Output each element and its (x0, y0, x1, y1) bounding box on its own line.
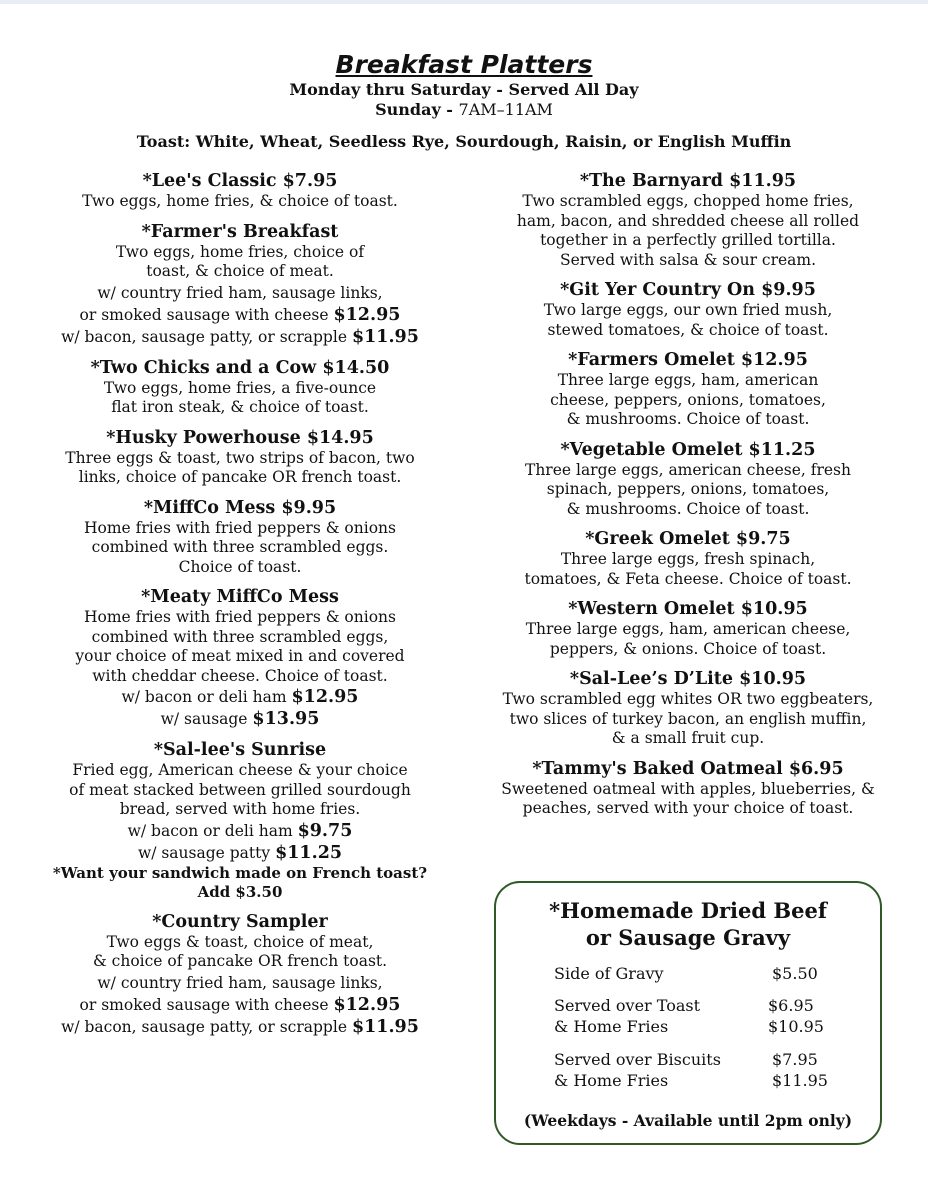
menu-header (0, 50, 928, 152)
menu-item (28, 357, 452, 418)
menu-item-description: Home fries with fried peppers & onions combined with three scrambled eggs. Choice of toast. (84, 518, 396, 576)
menu-item-description: Two eggs, home fries, & choice of toast. (82, 192, 398, 210)
menu-item-name: *Husky Powerhouse $14.95 (106, 427, 374, 448)
gravy-row-label: Served over Toast & Home Fries (554, 996, 701, 1036)
page-title: Breakfast Platters (335, 50, 593, 79)
menu-item-description: Sweetened oatmeal with apples, blueberries, & peaches, served with your choice of toast. (501, 779, 875, 817)
hours-sunday-time: 7AM–11AM (458, 100, 553, 119)
option-text: w/ country fried ham, sausage links, (97, 973, 383, 992)
gravy-row-label: Served over Biscuits & Home Fries (554, 1050, 721, 1090)
menu-item (28, 739, 452, 902)
menu-item (28, 911, 452, 1038)
menu-item-name: *Lee's Classic $7.95 (142, 171, 338, 191)
option-price: $11.25 (275, 842, 343, 863)
menu-item-note: *Want your sandwich made on French toast? Add $3.50 (52, 863, 428, 901)
option-price: $13.95 (252, 709, 320, 729)
menu-item-option (28, 994, 452, 1016)
menu-item (486, 170, 890, 270)
gravy-row-price: $5.50 (772, 964, 818, 983)
option-text: w/ country fried ham, sausage links, (97, 283, 383, 302)
menu-item-name: *Meaty MiffCo Mess (141, 587, 339, 607)
menu-item-name: *MiffCo Mess $9.95 (143, 497, 337, 518)
menu-item (486, 758, 890, 819)
menu-item (28, 586, 452, 730)
option-price: $12.95 (333, 994, 401, 1015)
menu-item-description: Home fries with fried peppers & onions combined with three scrambled eggs, your choice of meat mixed in and covered with cheddar cheese. Choice of toast. (75, 608, 405, 685)
menu-item-name: *The Barnyard $11.95 (579, 171, 797, 191)
right-menu-column (486, 170, 890, 828)
option-price: $9.75 (297, 820, 353, 841)
option-text: w/ bacon, sausage patty, or scrapple (61, 1017, 347, 1036)
menu-item-option (28, 282, 452, 304)
menu-item-description: Three large eggs, ham, american cheese, peppers, onions, tomatoes, & mushrooms. Choice of toast. (550, 371, 826, 428)
menu-item-description: Two scrambled eggs, chopped home fries, ham, bacon, and shredded cheese all rolled together in a perfectly grilled tortilla. Served with salsa & sour cream. (516, 192, 860, 269)
gravy-availability-note: (Weekdays - Available until 2pm only) (523, 1111, 853, 1130)
menu-item (28, 497, 452, 578)
menu-item-name: *Git Yer Country On $9.95 (560, 280, 816, 300)
gravy-row-price: $7.95 $11.95 (772, 1050, 828, 1090)
menu-item-description: Two eggs & toast, choice of meat, & choice of pancake OR french toast. (92, 932, 388, 970)
option-text: w/ sausage (160, 710, 248, 728)
menu-item-description: Two large eggs, our own fried mush, stewed tomatoes, & choice of toast. (543, 301, 833, 339)
menu-item-description: Two eggs, home fries, a five-ounce flat iron steak, & choice of toast. (103, 378, 377, 416)
menu-item-description: Three eggs & toast, two strips of bacon, two links, choice of pancake OR french toast. (65, 448, 415, 486)
option-text: or smoked sausage with cheese (79, 995, 329, 1014)
top-strip (0, 0, 928, 4)
menu-item-option (28, 326, 452, 348)
menu-item-description: Two scrambled egg whites OR two eggbeaters, two slices of turkey bacon, an english muffin, & a small fruit cup. (502, 690, 874, 747)
menu-item-name: *Farmer's Breakfast (141, 221, 339, 242)
hours-sunday-label: Sunday - (375, 100, 459, 119)
menu-item-name: *Greek Omelet $9.75 (585, 529, 791, 549)
menu-item-option (28, 820, 452, 842)
menu-item (486, 439, 890, 520)
hours-weekday: Monday thru Saturday - Served All Day (289, 80, 639, 99)
menu-item-description: Fried egg, American cheese & your choice of meat stacked between grilled sourdough bread, served with home fries. (69, 761, 411, 818)
toast-options: Toast: White, Wheat, Seedless Rye, Sourdough, Raisin, or English Muffin (136, 132, 792, 151)
menu-item-name: *Country Sampler (152, 911, 328, 932)
menu-item-name: *Two Chicks and a Cow $14.50 (90, 357, 390, 378)
menu-item-option (28, 1016, 452, 1038)
hours-sunday (0, 100, 928, 120)
menu-item (28, 170, 452, 212)
gravy-row-price: $6.95 $10.95 (768, 996, 824, 1036)
menu-item-description: Two eggs, home fries, choice of toast, & choice of meat. (115, 242, 365, 280)
menu-item-option (28, 304, 452, 326)
gravy-box (494, 881, 882, 1145)
menu-item (486, 349, 890, 430)
option-price: $12.95 (291, 687, 359, 707)
option-text: w/ bacon or deli ham (127, 821, 293, 840)
menu-item-name: *Tammy's Baked Oatmeal $6.95 (532, 758, 844, 779)
menu-item-option (28, 686, 452, 708)
menu-item (486, 279, 890, 340)
option-text: or smoked sausage with cheese (79, 305, 329, 324)
gravy-title: *Homemade Dried Beef or Sausage Gravy (549, 898, 827, 950)
menu-item (486, 598, 890, 659)
menu-item-name: *Sal-Lee’s D’Lite $10.95 (569, 669, 807, 689)
menu-item-name: *Farmers Omelet $12.95 (568, 350, 808, 370)
option-price: $12.95 (333, 304, 401, 325)
gravy-row-label: Side of Gravy (554, 964, 664, 983)
menu-item-description: Three large eggs, fresh spinach, tomatoes, & Feta cheese. Choice of toast. (524, 550, 852, 588)
menu-item (486, 668, 890, 749)
menu-item-name: *Vegetable Omelet $11.25 (560, 439, 816, 460)
menu-item-option (28, 842, 452, 864)
menu-item (486, 528, 890, 589)
option-text: w/ bacon or deli ham (121, 688, 287, 706)
menu-item-name: *Sal-lee's Sunrise (153, 740, 327, 760)
menu-item (28, 427, 452, 488)
menu-item-description: Three large eggs, american cheese, fresh spinach, peppers, onions, tomatoes, & mushrooms. Choice of toast. (524, 460, 851, 518)
menu-item-option (28, 708, 452, 730)
menu-item-description: Three large eggs, ham, american cheese, peppers, & onions. Choice of toast. (525, 620, 851, 658)
option-price: $11.95 (351, 1016, 419, 1037)
option-price: $11.95 (351, 326, 419, 347)
option-text: w/ sausage patty (137, 843, 271, 862)
left-menu-column (28, 170, 452, 1047)
menu-item (28, 221, 452, 348)
menu-item-option (28, 972, 452, 994)
option-text: w/ bacon, sausage patty, or scrapple (61, 327, 347, 346)
menu-item-name: *Western Omelet $10.95 (568, 599, 808, 619)
